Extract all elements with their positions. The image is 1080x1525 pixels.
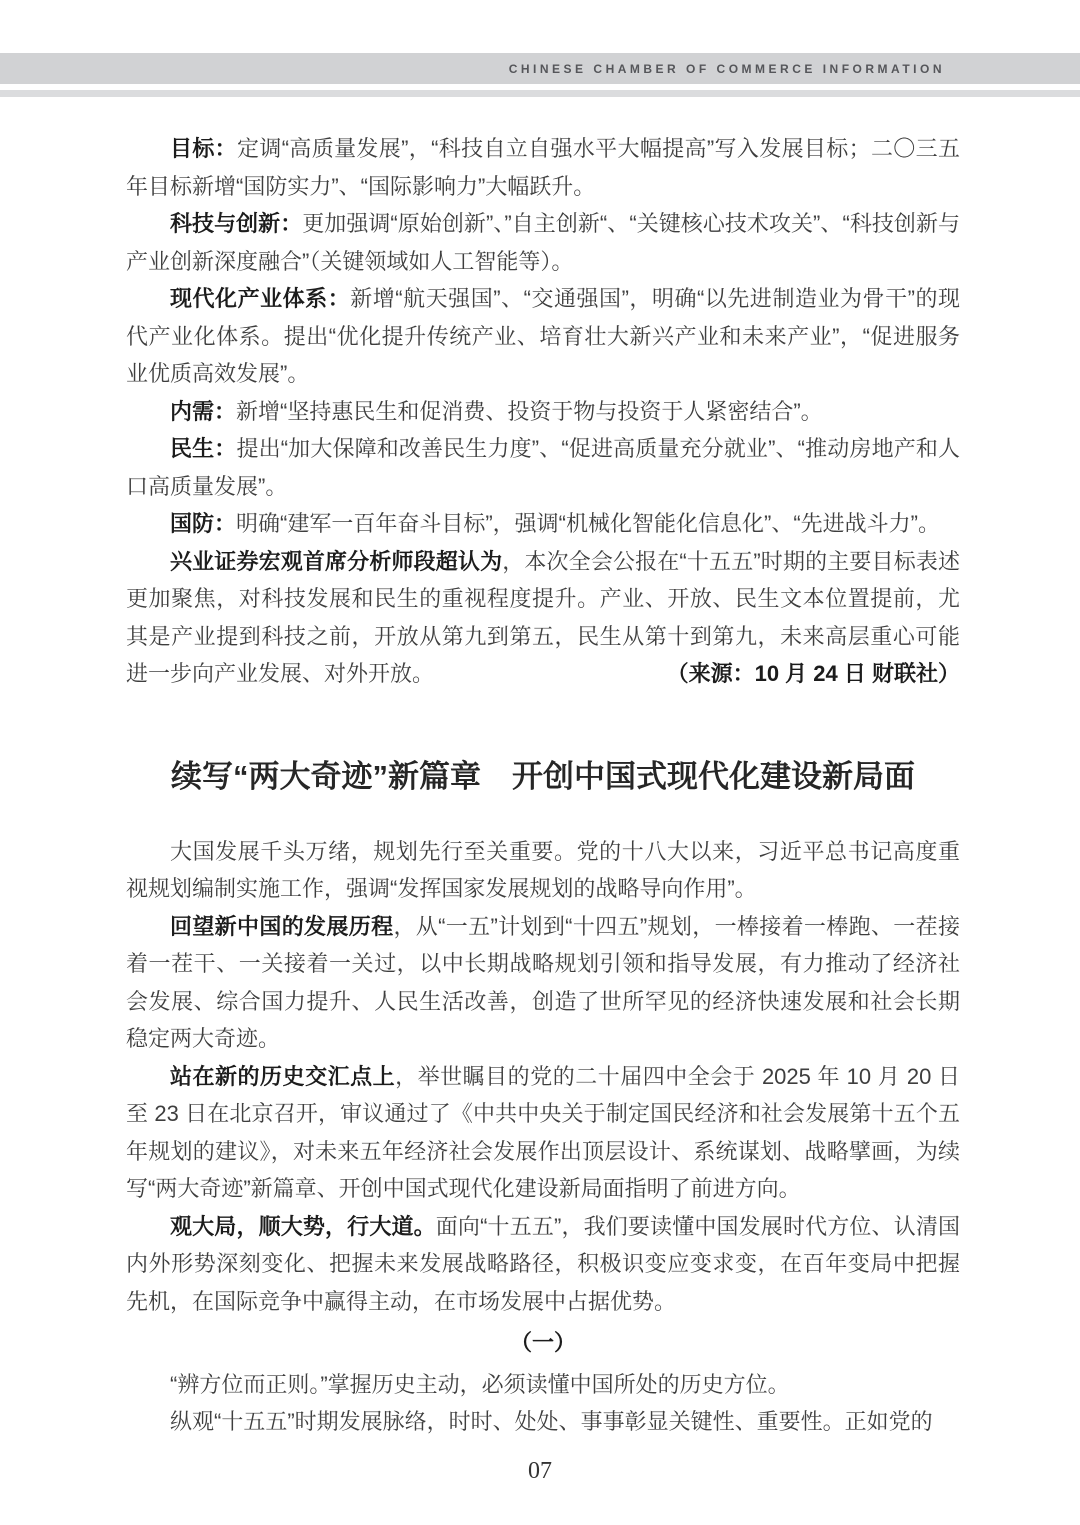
paragraph-defense: [126, 505, 960, 543]
paragraph-label: 观大局，顺大势，行大道。: [170, 1213, 436, 1239]
paragraph-overview: [126, 1403, 960, 1441]
paragraph-text: 更加强调“原始创新”、”自主创新“、“关键核心技术攻关”、“科技创新与产业创新深度融合”（关键领域如人工智能等）。: [126, 211, 960, 274]
paragraph-domestic-demand: [126, 393, 960, 431]
header-accent-bar: [0, 90, 1080, 97]
paragraph-label: 内需：: [170, 398, 237, 424]
paragraph-text: ，举世瞩目的党的二十届四中全会于 2025 年 10 月 20 日至 23 日在北京召开，审议通过了《中共中央关于制定国民经济和社会发展第十五个五年规划的建议》，对未来五年经济社会发展作出顶层设计、系统谋划、战略擘画，为续写“两大奇迹”新篇章、开创中国式现代化建设新局面指明了前进方向。: [126, 1063, 960, 1201]
paragraph-text: 纵观“十五五”时期发展脉络，时时、处处、事事彰显关键性、重要性。正如党的: [170, 1409, 933, 1434]
paragraph-text: ，本次全会公报在“十五五”时期的主要目标表述更加聚焦，对科技发展和民生的重视程度提升。产业、开放、民生文本位置提前，尤其是产业提到科技之前，开放从第九到第五，民生从第十到第九，未来高层重心可能进一步向产业发展、对外开放。: [126, 548, 960, 686]
paragraph-big-picture: [126, 1208, 960, 1321]
paragraph-label: 站在新的历史交汇点上: [170, 1063, 396, 1089]
section-marker-one: （一）: [509, 1330, 576, 1355]
paragraph-label: 民生：: [170, 436, 237, 461]
paragraph-text: 新增“航天强国”、“交通强国”，明确“以先进制造业为骨干”的现代产业化体系。提出“优化提升传统产业、培育壮大新兴产业和未来产业”，“促进服务业优质高效发展”。: [126, 286, 960, 386]
page-number: 07: [528, 1458, 552, 1484]
paragraph-text: ，从“一五”计划到“十四五”规划，一棒接着一棒跑、一茬接着一茬干、一关接着一关过，以中长期战略规划引领和指导发展，有力推动了经济社会发展、综合国力提升、人民生活改善，创造了世所罕见的经济快速发展和社会长期稳定两大奇迹。: [126, 913, 960, 1051]
paragraph-livelihood: [126, 430, 960, 505]
paragraph-label: 国防：: [170, 511, 237, 536]
paragraph-direction: [126, 1366, 960, 1404]
paragraph-review-history: [126, 908, 960, 1058]
header-bar: [0, 53, 1080, 84]
paragraph-text: 面向“十五五”，我们要读懂中国发展时代方位、认清国内外形势深刻变化、把握未来发展战略路径，积极识变应变求变，在百年变局中把握先机，在国际竞争中赢得主动，在市场发展中占据优势。: [126, 1213, 960, 1314]
paragraph-text: 定调“高质量发展”，“科技自立自强水平大幅提高”写入发展目标；二〇三五年目标新增“国防实力”、“国际影响力”大幅跃升。: [126, 136, 960, 199]
paragraph-label: 现代化产业体系：: [170, 286, 351, 311]
paragraph-text: 提出“加大保障和改善民生力度”、“促进高质量充分就业”、“推动房地产和人口高质量发展”。: [126, 436, 960, 499]
article-title: 续写“两大奇迹”新篇章 开创中国式现代化建设新局面: [171, 758, 915, 794]
paragraph-industry-system: [126, 280, 960, 393]
paragraph-tech-innovation: [126, 205, 960, 280]
paragraph-text: 大国发展千头万绪，规划先行至关重要。党的十八大以来，习近平总书记高度重视规划编制实施工作，强调“发挥国家发展规划的战略导向作用”。: [126, 838, 960, 901]
page-body: [0, 97, 1080, 1441]
header-banner-text: CHINESE CHAMBER OF COMMERCE INFORMATION: [508, 61, 945, 76]
paragraph-historic-juncture: [126, 1058, 960, 1208]
paragraph-label: 科技与创新：: [170, 211, 303, 236]
paragraph-text: 新增“坚持惠民生和促消费、投资于物与投资于人紧密结合”。: [236, 398, 823, 424]
source-attribution: （来源：10 月 24 日 财联社）: [666, 661, 960, 686]
paragraph-planning-importance: [126, 833, 960, 908]
paragraph-label: 兴业证券宏观首席分析师段超认为: [170, 548, 503, 574]
paragraph-text: “辨方位而正则。”掌握历史主动，必须读懂中国所处的历史方位。: [170, 1371, 790, 1397]
paragraph-goal: [126, 130, 960, 205]
paragraph-label: 目标：: [170, 136, 238, 161]
paragraph-analyst-comment: [126, 543, 960, 693]
paragraph-text: 明确“建军一百年奋斗目标”，强调“机械化智能化信息化”、“先进战斗力”。: [236, 511, 940, 536]
paragraph-label: 回望新中国的发展历程: [170, 913, 394, 939]
page-header: [0, 53, 1080, 97]
